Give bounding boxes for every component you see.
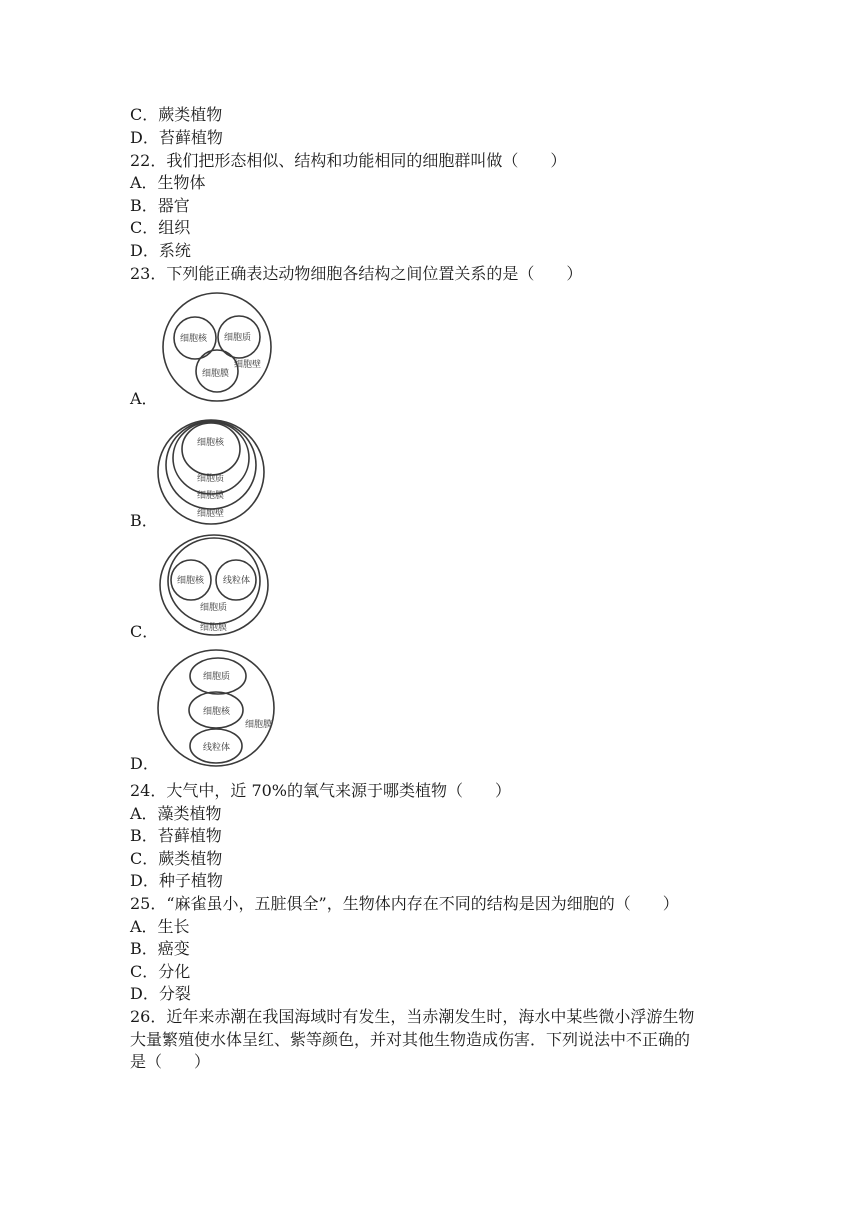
q24-option-b: B．苔藓植物	[130, 826, 222, 845]
q22-option-c: C．组织	[130, 218, 191, 237]
q26-stem-line-1: 26．近年来赤潮在我国海域时有发生，当赤潮发生时，海水中某些微小浮游生物	[130, 1007, 695, 1026]
fig-b-label-3: 细胞膜	[197, 491, 225, 501]
fig-c-label-2: 线粒体	[223, 576, 251, 586]
fig-a-label-3: 细胞膜	[202, 369, 230, 379]
fig-d-label-3: 线粒体	[203, 743, 231, 753]
q24-stem: 24．大气中，近 70%的氧气来源于哪类植物（ ）	[130, 781, 512, 800]
q24-option-a: A．藻类植物	[130, 804, 222, 823]
q23-option-a-label: A．	[130, 389, 158, 408]
fig-a-label-4: 细胞壁	[234, 360, 262, 370]
q22-stem: 22．我们把形态相似、结构和功能相同的细胞群叫做（ ）	[130, 151, 567, 170]
q21-option-c: C．蕨类植物	[130, 105, 223, 124]
q21-option-d: D．苔藓植物	[130, 128, 223, 147]
q23-stem: 23．下列能正确表达动物细胞各结构之间位置关系的是（ ）	[130, 264, 583, 283]
q25-option-d: D．分裂	[130, 984, 191, 1003]
fig-a-label-2: 细胞质	[224, 333, 252, 343]
fig-b-label-4: 细胞壁	[197, 509, 225, 519]
q25-option-c: C．分化	[130, 962, 191, 981]
fig-c-label-3: 细胞质	[200, 603, 228, 613]
q24-option-c: C．蕨类植物	[130, 849, 223, 868]
q22-option-b: B．器官	[130, 196, 190, 215]
fig-a-label-1: 细胞核	[180, 334, 208, 344]
fig-d-label-4: 细胞膜	[245, 720, 273, 730]
q23-figure-a	[158, 296, 282, 408]
q22-option-d: D．系统	[130, 241, 191, 260]
q23-option-c-label: C．	[130, 622, 159, 641]
q22-option-a: A．生物体	[130, 173, 206, 192]
q24-option-d: D．种子植物	[130, 871, 223, 890]
q25-option-a: A．生长	[130, 917, 190, 936]
fig-b-label-1: 细胞核	[197, 438, 225, 448]
fig-b-ring-1	[182, 423, 240, 475]
fig-a-outer-circle	[163, 293, 271, 401]
fig-d-label-2: 细胞核	[203, 707, 231, 717]
q25-option-b: B．癌变	[130, 939, 190, 958]
fig-c-label-1: 细胞核	[177, 576, 205, 586]
q26-stem-line-3: 是（ ）	[130, 1052, 211, 1071]
fig-d-label-1: 细胞质	[203, 672, 231, 682]
q23-option-b-label: B．	[130, 511, 158, 530]
q26-stem-line-2: 大量繁殖使水体呈红、紫等颜色，并对其他生物造成伤害．下列说法中不正确的	[130, 1030, 691, 1049]
q23-figure-c	[157, 535, 273, 639]
fig-c-label-4: 细胞膜	[200, 623, 228, 633]
q23-option-d-label: D．	[130, 754, 159, 773]
q23-figure-b	[155, 418, 267, 528]
q23-figure-d	[155, 652, 279, 768]
q25-stem: 25．“麻雀虽小，五脏俱全”，生物体内存在不同的结构是因为细胞的（ ）	[130, 894, 679, 913]
fig-b-label-2: 细胞质	[197, 474, 225, 484]
